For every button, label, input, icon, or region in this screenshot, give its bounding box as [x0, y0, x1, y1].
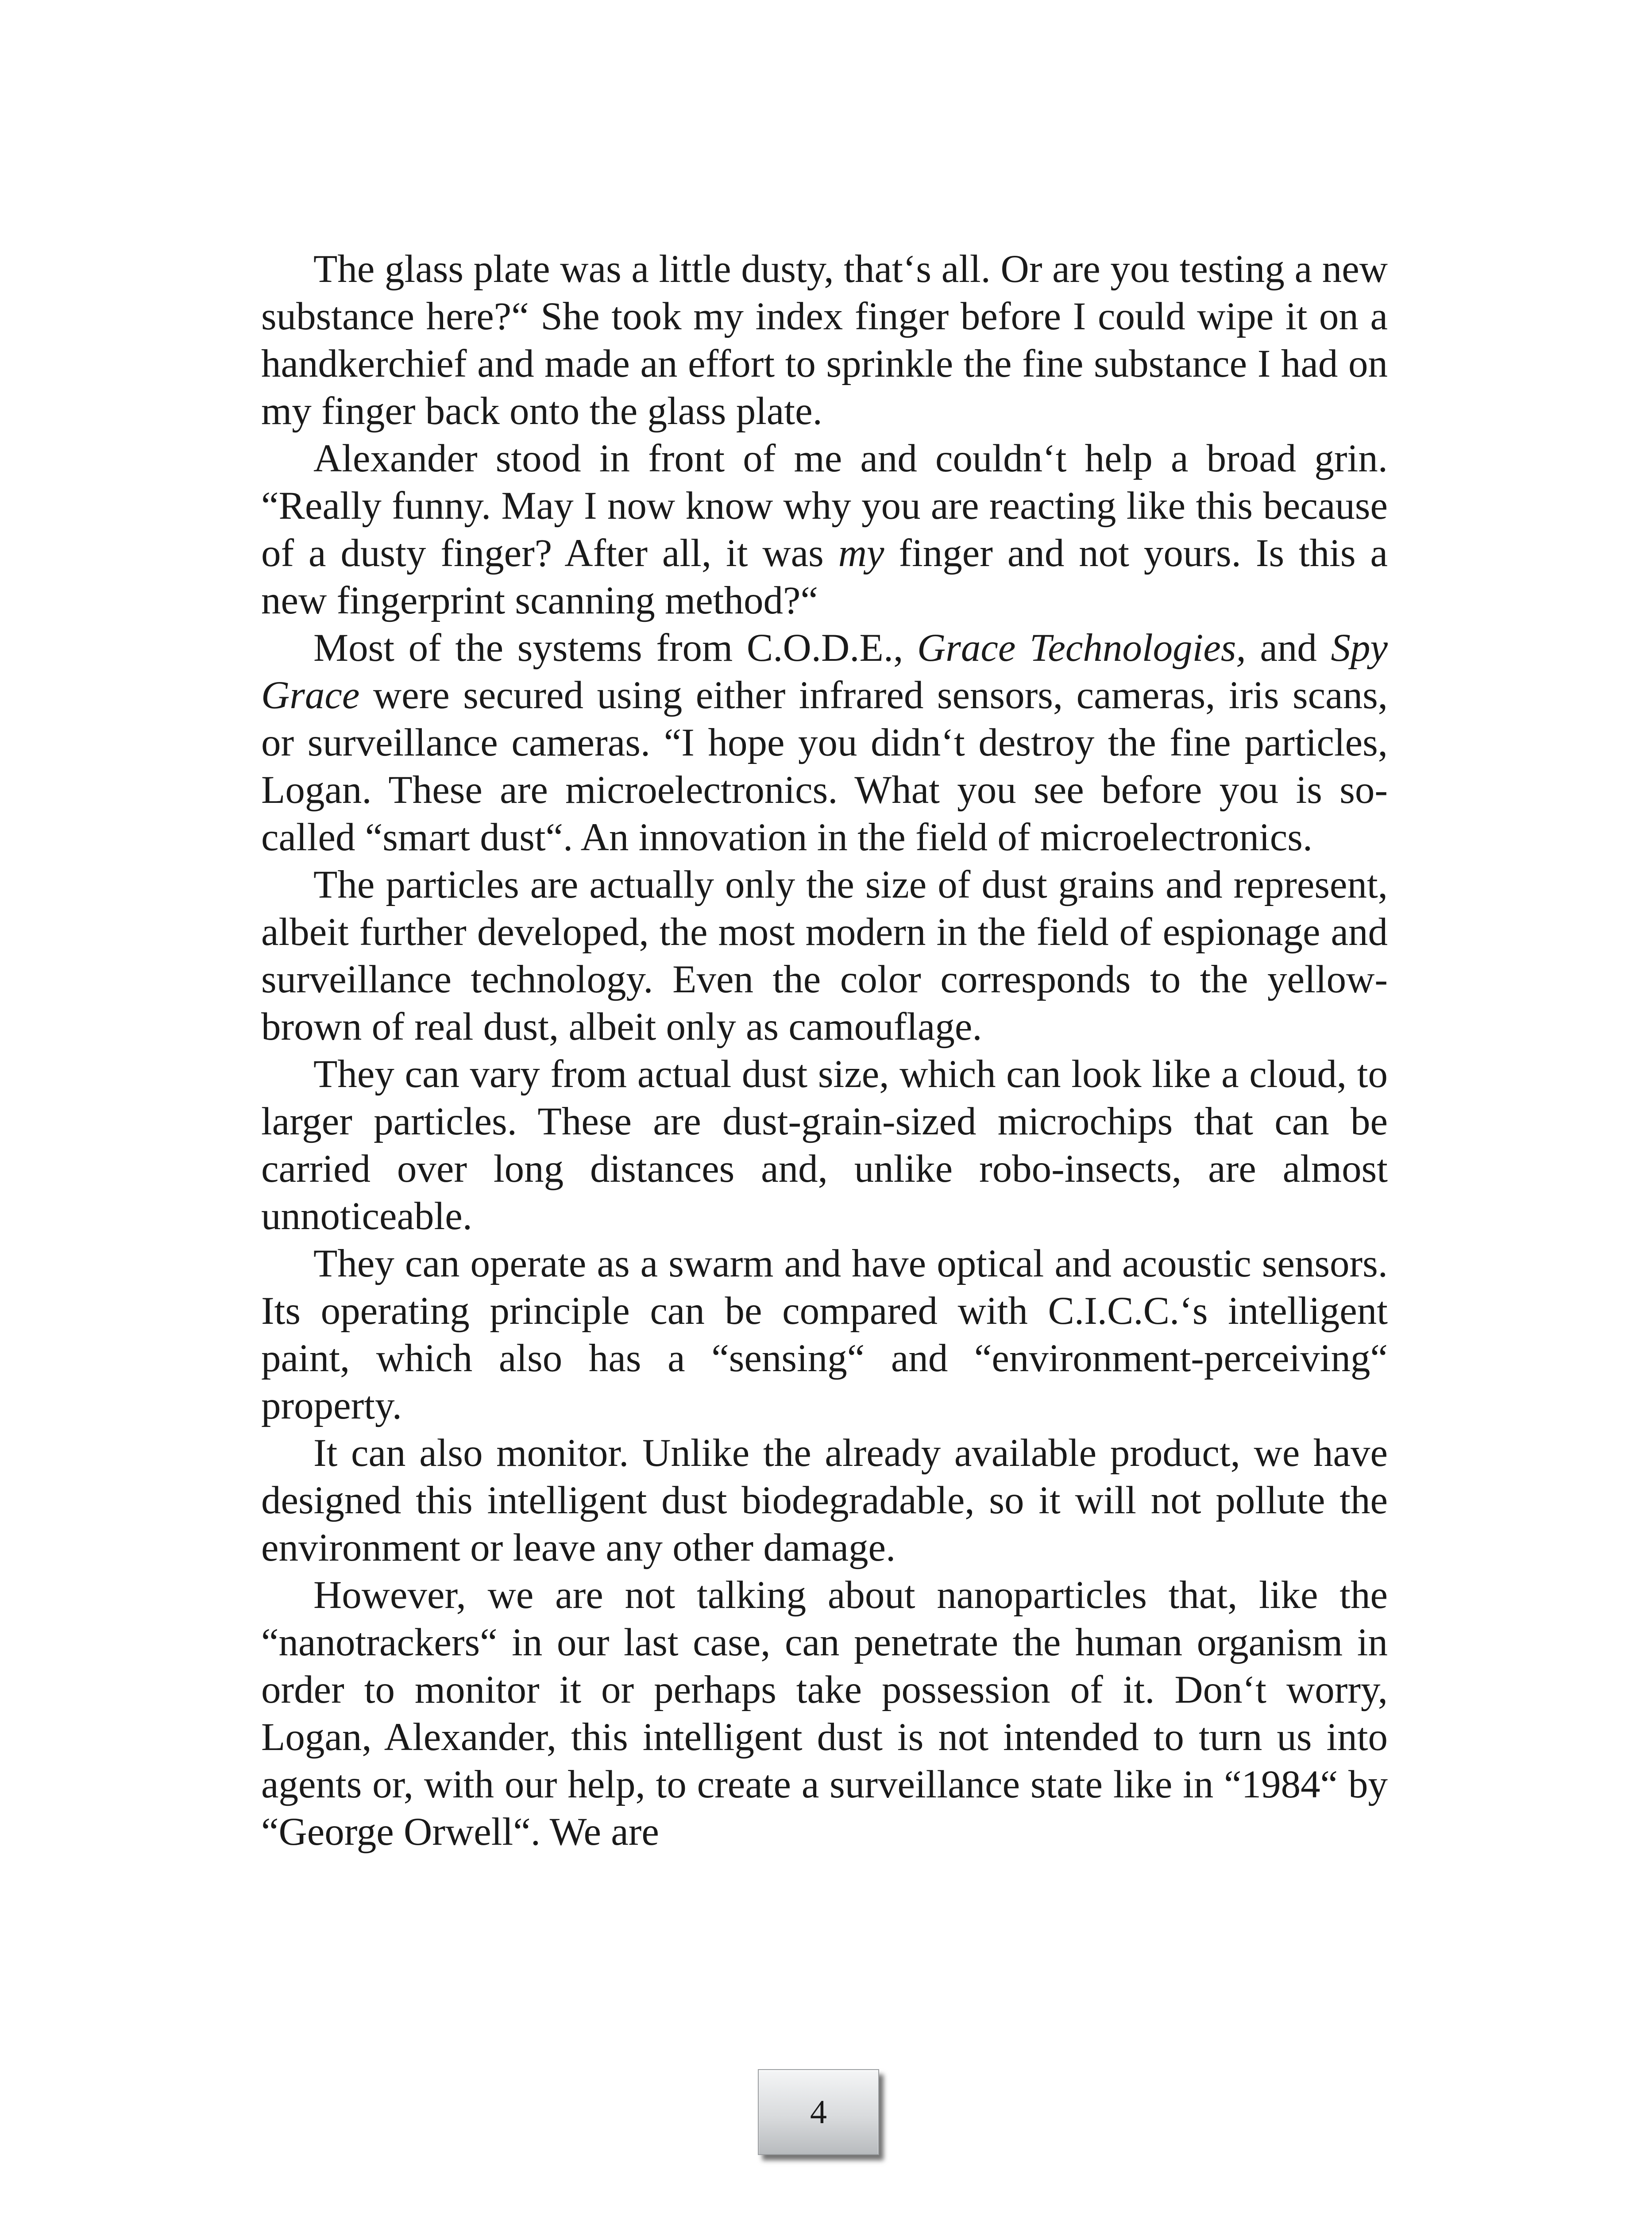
paragraph-3: Most of the systems from C.O.D.E., Grace Technologies, and Spy Grace were secured using either infrared sensors, cameras, iris scans, or surveillance cameras. “I hope you didn‘t destroy the fine particles, Logan. These are microelectronics. What you see before you is so-called “smart dust“. An innovation in the field of microelectronics.	[261, 626, 1388, 859]
paragraph-4: The particles are actually only the size of dust grains and represent, albeit further developed, the most modern in the field of espionage and surveillance technology. Even the color corresponds to the yellow-brown of real dust, albeit only as camouflage.	[261, 863, 1388, 1049]
page-number: 4	[810, 2093, 827, 2131]
paragraph-7: It can also monitor. Unlike the already available product, we have designed this intelligent dust biodegradable, so it will not pollute the environment or leave any other damage.	[261, 1431, 1388, 1569]
page-number-badge	[758, 2069, 879, 2155]
paragraph-5: They can vary from actual dust size, which can look like a cloud, to larger particles. These are dust-grain-sized microchips that can be carried over long distances and, unlike robo-insects, are almost unnoticeable.	[261, 1053, 1388, 1238]
paragraph-1: The glass plate was a little dusty, that‘s all. Or are you testing a new substance here?“ She took my index finger before I could wipe it on a handkerchief and made an effort to sprinkle the fine substance I had on my finger back onto the glass plate.	[261, 247, 1388, 433]
body-text	[261, 246, 1388, 1856]
paragraph-8: However, we are not talking about nanoparticles that, like the “nanotrackers“ in our last case, can penetrate the human organism in order to monitor it or perhaps take possession of it. Don‘t worry, Logan, Alexander, this intelligent dust is not intended to turn us into agents or, with our help, to create a surveillance state like in “1984“ by “George Orwell“. We are	[261, 1573, 1388, 1854]
paragraph-2: Alexander stood in front of me and couldn‘t help a broad grin. “Really funny. May I now know why you are reacting like this because of a dusty finger? After all, it was my finger and not yours. Is this a new fingerprint scanning method?“	[261, 437, 1388, 622]
paragraph-6: They can operate as a swarm and have optical and acoustic sensors. Its operating principle can be compared with C.I.C.C.‘s intelligent paint, which also has a “sensing“ and “environment-perceiving“ property.	[261, 1242, 1388, 1427]
